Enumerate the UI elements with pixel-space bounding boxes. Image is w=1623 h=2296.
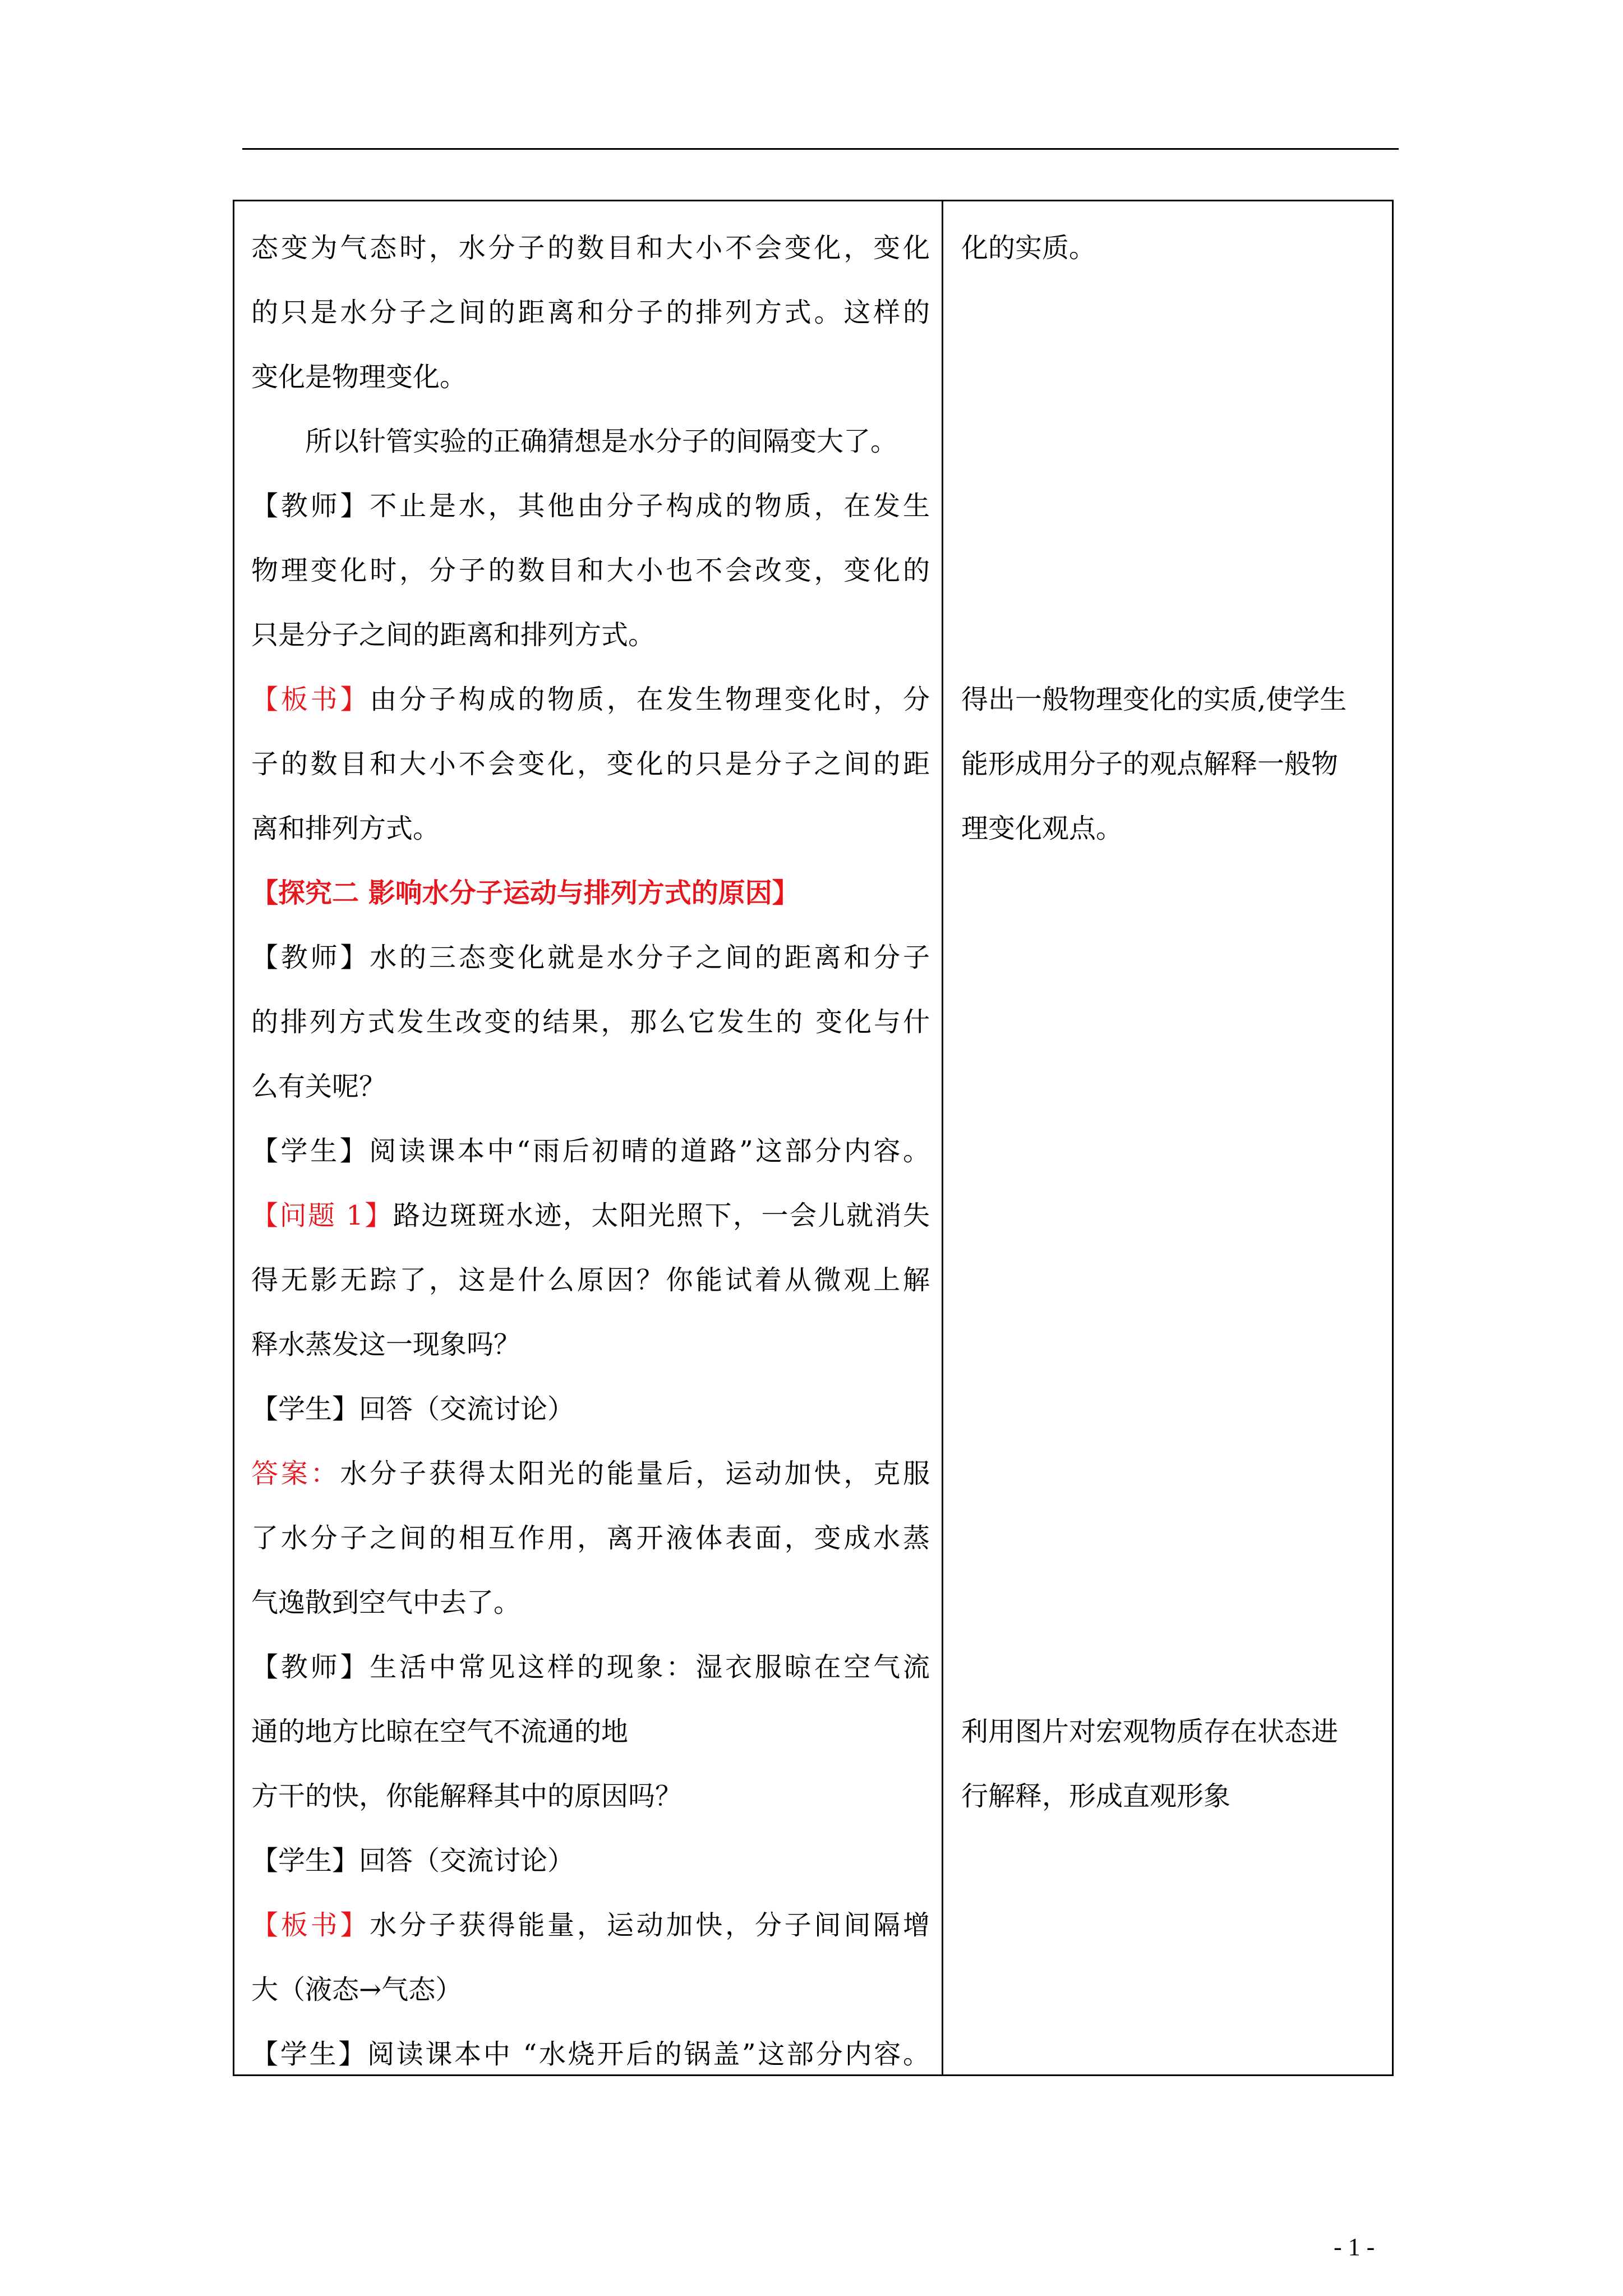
intent-line: 利用图片对宏观物质存在状态进 [961, 1716, 1339, 1747]
student-tag: 【学生】 [251, 2039, 367, 2070]
text-line: 方干的快，你能解释其中的原因吗？ [251, 1780, 683, 1812]
student-line: 【学生】阅读课本中“雨后初晴的道路”这部分内容。 [251, 1135, 930, 1167]
teaching-process-column [251, 216, 930, 2087]
board-tag: 【板书】 [251, 684, 370, 715]
student-tag: 【学生】 [251, 1393, 359, 1425]
answer-tag: 答案： [251, 1458, 340, 1489]
text-line: 离和排列方式。 [251, 813, 440, 844]
student-line: 【学生】回答（交流讨论） [251, 1845, 575, 1876]
text-line: 的只是水分子之间的距离和分子的排列方式。这样的 [251, 297, 930, 328]
text-line: 物理变化时，分子的数目和大小也不会改变，变化的 [251, 555, 930, 586]
teacher-tag: 【教师】 [251, 942, 370, 973]
student-tag: 【学生】 [251, 1845, 359, 1876]
text-line: 态变为气态时，水分子的数目和大小不会变化，变化 [251, 232, 930, 264]
question-line: 【问题 1】路边斑斑水迹，太阳光照下，一会儿就消失 [251, 1200, 930, 1231]
spacer [961, 280, 1387, 668]
header-rule [242, 148, 1399, 150]
text-line: 么有关呢？ [251, 1071, 386, 1102]
answer-line: 答案：水分子获得太阳光的能量后，运动加快，克服 [251, 1458, 930, 1489]
column-divider [942, 201, 943, 2074]
intent-line: 得出一般物理变化的实质,使学生 [961, 684, 1347, 715]
teacher-tag: 【教师】 [251, 490, 370, 522]
text-line: 释水蒸发这一现象吗？ [251, 1329, 521, 1360]
intent-line: 理变化观点。 [961, 813, 1123, 844]
lesson-table [233, 200, 1394, 2076]
text-line: 气逸散到空气中去了。 [251, 1587, 521, 1618]
board-line: 【板书】由分子构成的物质，在发生物理变化时，分 [251, 684, 930, 715]
intent-line: 化的实质。 [961, 232, 1096, 264]
intent-line: 能形成用分子的观点解释一般物 [961, 748, 1339, 780]
board-tag: 【板书】 [251, 1910, 370, 1941]
text-line: 所以针管实验的正确猜想是水分子的间隔变大了。 [305, 426, 898, 457]
student-line: 【学生】阅读课本中 “水烧开后的锅盖”这部分内容。 [251, 2039, 930, 2070]
student-line: 【学生】回答（交流讨论） [251, 1393, 575, 1425]
spacer [961, 861, 1387, 1700]
section-heading: 【探究二 影响水分子运动与排列方式的原因】 [251, 877, 799, 909]
text-line: 得无影无踪了，这是什么原因？你能试着从微观上解 [251, 1264, 930, 1296]
intent-line: 行解释，形成直观形象 [961, 1780, 1231, 1812]
question-tag: 【问题 1】 [251, 1200, 393, 1231]
page-number: - 1 - [1334, 2233, 1375, 2261]
design-intent-column [961, 216, 1387, 1829]
text-line: 的排列方式发生改变的结果，那么它发生的 变化与什 [251, 1006, 930, 1038]
text-line: 只是分子之间的距离和排列方式。 [251, 619, 656, 651]
text-line: 变化是物理变化。 [251, 361, 467, 393]
teacher-line: 【教师】生活中常见这样的现象：湿衣服晾在空气流 [251, 1651, 930, 1683]
text-line: 了水分子之间的相互作用，离开液体表面，变成水蒸 [251, 1522, 930, 1554]
student-tag: 【学生】 [251, 1135, 370, 1167]
teacher-tag: 【教师】 [251, 1651, 370, 1683]
text-line: 通的地方比晾在空气不流通的地 [251, 1716, 629, 1747]
text-line: 子的数目和大小不会变化，变化的只是分子之间的距 [251, 748, 930, 780]
teacher-line: 【教师】不止是水，其他由分子构成的物质，在发生 [251, 490, 930, 522]
board-line: 【板书】水分子获得能量，运动加快，分子间间隔增 [251, 1910, 930, 1941]
teacher-line: 【教师】水的三态变化就是水分子之间的距离和分子 [251, 942, 930, 973]
text-line: 大（液态→气态） [251, 1974, 463, 2005]
